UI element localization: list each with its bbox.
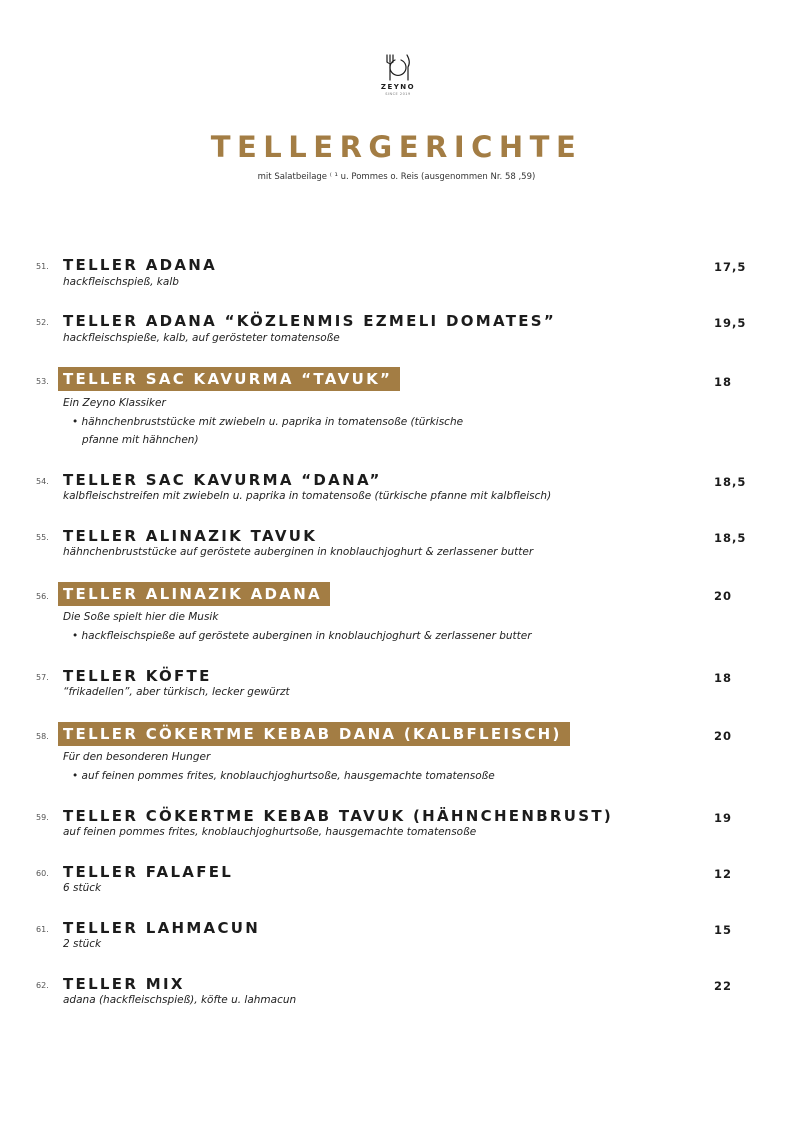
item-price: 19: [714, 811, 733, 825]
item-number: 56.: [36, 592, 49, 601]
item-description: • hähnchenbruststücke mit zwiebeln u. paprika in tomatensoße (türkische: [72, 416, 464, 428]
item-name: TELLER FALAFEL: [63, 863, 234, 881]
item-description: hackfleischspieße, kalb, auf gerösteter tomatensoße: [63, 332, 340, 344]
item-number: 61.: [36, 925, 49, 934]
zeyno-logo: [368, 52, 428, 104]
item-name: TELLER ADANA “KÖZLENMIS EZMELI DOMATES”: [63, 312, 557, 330]
item-price: 20: [714, 589, 733, 603]
item-description: adana (hackfleischspieß), köfte u. lahmacun: [63, 994, 297, 1006]
item-price: 22: [714, 979, 733, 993]
item-name: TELLER ADANA: [63, 256, 218, 274]
item-number: 54.: [36, 477, 49, 486]
item-description: hähnchenbruststücke auf geröstete auberginen in knoblauchjoghurt & zerlassener butter: [63, 546, 534, 558]
item-name-highlighted: TELLER ALINAZIK ADANA: [58, 582, 330, 606]
item-price: 18: [714, 671, 733, 685]
item-price: 15: [714, 923, 733, 937]
cutlery-plate-icon: [381, 52, 415, 82]
brand-name: ZEYNO: [380, 83, 416, 91]
page-title: TELLERGERICHTE: [210, 130, 583, 164]
item-price: 12: [714, 867, 733, 881]
item-description: 2 stück: [63, 938, 102, 950]
item-description: • hackfleischspieße auf geröstete auberginen in knoblauchjoghurt & zerlassener butter: [72, 630, 532, 642]
item-price: 17,5: [714, 260, 747, 274]
item-tagline: Ein Zeyno Klassiker: [63, 397, 166, 409]
item-tagline: Für den besonderen Hunger: [63, 751, 211, 763]
item-name: TELLER ALINAZIK TAVUK: [63, 527, 318, 545]
item-name: TELLER MIX: [63, 975, 185, 993]
item-price: 19,5: [714, 316, 747, 330]
item-number: 51.: [36, 262, 49, 271]
item-price: 20: [714, 729, 733, 743]
item-name-highlighted: TELLER SAC KAVURMA “TAVUK”: [58, 367, 400, 391]
item-number: 52.: [36, 318, 49, 327]
item-price: 18,5: [714, 531, 747, 545]
item-number: 57.: [36, 673, 49, 682]
item-price: 18,5: [714, 475, 747, 489]
item-name: TELLER SAC KAVURMA “DANA”: [63, 471, 382, 489]
page-subtitle: mit Salatbeilage ⁽ ¹ u. Pommes o. Reis (ausgenommen Nr. 58 ,59): [257, 172, 536, 182]
item-number: 62.: [36, 981, 49, 990]
item-name: TELLER LAHMACUN: [63, 919, 261, 937]
item-name: TELLER CÖKERTME KEBAB TAVUK (HÄHNCHENBRUST): [63, 807, 614, 825]
item-description: 6 stück: [63, 882, 102, 894]
item-description-cont: pfanne mit hähnchen): [82, 434, 199, 446]
item-number: 53.: [36, 377, 49, 386]
item-name: TELLER KÖFTE: [63, 667, 212, 685]
item-description: auf feinen pommes frites, knoblauchjoghurtsoße, hausgemachte tomatensoße: [63, 826, 477, 838]
item-number: 60.: [36, 869, 49, 878]
item-number: 58.: [36, 732, 49, 741]
brand-since: SINCE 2019: [385, 92, 411, 96]
item-description: “frikadellen”, aber türkisch, lecker gewürzt: [63, 686, 290, 698]
item-name-highlighted: TELLER CÖKERTME KEBAB DANA (KALBFLEISCH): [58, 722, 570, 746]
item-description: hackfleischspieß, kalb: [63, 276, 179, 288]
item-number: 59.: [36, 813, 49, 822]
item-description: • auf feinen pommes frites, knoblauchjoghurtsoße, hausgemachte tomatensoße: [72, 770, 495, 782]
item-tagline: Die Soße spielt hier die Musik: [63, 611, 219, 623]
item-price: 18: [714, 375, 733, 389]
item-description: kalbfleischstreifen mit zwiebeln u. paprika in tomatensoße (türkische pfanne mit kalbfleisch): [63, 490, 552, 502]
item-number: 55.: [36, 533, 49, 542]
